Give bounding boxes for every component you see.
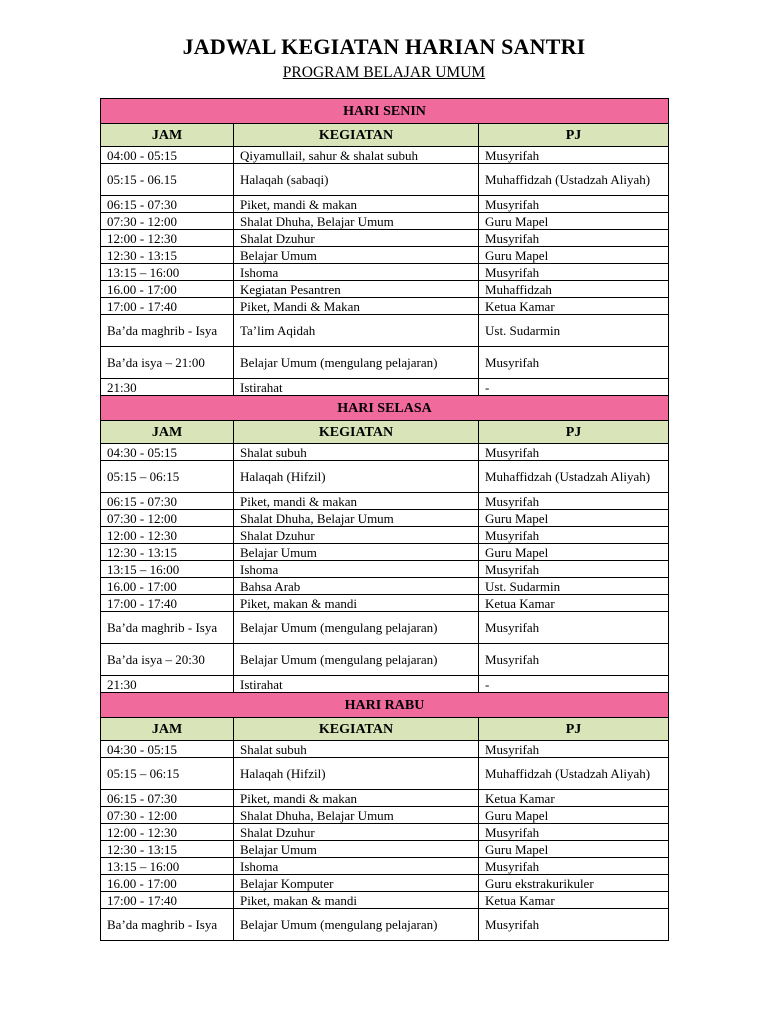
cell-kegiatan: Ishoma [234, 561, 479, 578]
day-header-row [101, 99, 669, 124]
cell-pj: Musyrifah [479, 147, 669, 164]
table-row [101, 807, 669, 824]
cell-kegiatan: Qiyamullail, sahur & shalat subuh [234, 147, 479, 164]
cell-pj: Musyrifah [479, 561, 669, 578]
cell-jam: 12:30 - 13:15 [101, 841, 234, 858]
cell-kegiatan: Halaqah (Hifzil) [234, 758, 479, 790]
cell-jam: 12:30 - 13:15 [101, 247, 234, 264]
cell-pj: Musyrifah [479, 347, 669, 379]
cell-jam: 06:15 - 07:30 [101, 196, 234, 213]
cell-jam: 13:15 – 16:00 [101, 264, 234, 281]
table-row [101, 347, 669, 379]
table-row [101, 164, 669, 196]
cell-jam: 21:30 [101, 379, 234, 396]
cell-kegiatan: Shalat subuh [234, 741, 479, 758]
cell-pj: Muhaffidzah (Ustadzah Aliyah) [479, 461, 669, 493]
table-row [101, 676, 669, 693]
cell-jam: 05:15 – 06:15 [101, 461, 234, 493]
table-row [101, 264, 669, 281]
cell-kegiatan: Shalat Dzuhur [234, 527, 479, 544]
cell-jam: 13:15 – 16:00 [101, 561, 234, 578]
cell-jam: 16.00 - 17:00 [101, 578, 234, 595]
cell-jam: 07:30 - 12:00 [101, 510, 234, 527]
table-row [101, 909, 669, 941]
cell-jam: 12:00 - 12:30 [101, 230, 234, 247]
day-title: HARI RABU [101, 693, 669, 718]
cell-kegiatan: Istirahat [234, 379, 479, 396]
column-header-pj: PJ [479, 718, 669, 741]
cell-pj: Ketua Kamar [479, 298, 669, 315]
cell-kegiatan: Shalat Dhuha, Belajar Umum [234, 510, 479, 527]
column-header-pj: PJ [479, 124, 669, 147]
cell-kegiatan: Shalat Dzuhur [234, 824, 479, 841]
cell-kegiatan: Bahsa Arab [234, 578, 479, 595]
cell-kegiatan: Halaqah (sabaqi) [234, 164, 479, 196]
cell-jam: 04:30 - 05:15 [101, 444, 234, 461]
column-header-kegiatan: KEGIATAN [234, 718, 479, 741]
cell-pj: Musyrifah [479, 264, 669, 281]
cell-jam: 05:15 - 06.15 [101, 164, 234, 196]
cell-kegiatan: Shalat Dhuha, Belajar Umum [234, 807, 479, 824]
table-row [101, 461, 669, 493]
column-header-jam: JAM [101, 124, 234, 147]
table-row [101, 281, 669, 298]
cell-kegiatan: Belajar Umum [234, 841, 479, 858]
cell-kegiatan: Piket, mandi & makan [234, 790, 479, 807]
cell-pj: Musyrifah [479, 444, 669, 461]
cell-pj: Guru Mapel [479, 841, 669, 858]
cell-jam: 04:00 - 05:15 [101, 147, 234, 164]
table-row [101, 230, 669, 247]
table-row [101, 527, 669, 544]
cell-kegiatan: Belajar Umum (mengulang pelajaran) [234, 909, 479, 941]
cell-pj: Muhaffidzah [479, 281, 669, 298]
table-row [101, 493, 669, 510]
table-row [101, 379, 669, 396]
cell-kegiatan: Kegiatan Pesantren [234, 281, 479, 298]
column-header-row [101, 421, 669, 444]
day-title: HARI SENIN [101, 99, 669, 124]
table-row [101, 875, 669, 892]
cell-pj: Guru Mapel [479, 247, 669, 264]
table-row [101, 741, 669, 758]
table-row [101, 196, 669, 213]
table-row [101, 544, 669, 561]
cell-kegiatan: Shalat subuh [234, 444, 479, 461]
table-row [101, 790, 669, 807]
cell-pj: Ketua Kamar [479, 790, 669, 807]
column-header-pj: PJ [479, 421, 669, 444]
cell-jam: Ba’da maghrib - Isya [101, 612, 234, 644]
cell-kegiatan: Piket, makan & mandi [234, 892, 479, 909]
cell-jam: 04:30 - 05:15 [101, 741, 234, 758]
column-header-jam: JAM [101, 718, 234, 741]
cell-kegiatan: Ishoma [234, 858, 479, 875]
cell-pj: Guru Mapel [479, 807, 669, 824]
cell-pj: Ust. Sudarmin [479, 315, 669, 347]
cell-kegiatan: Shalat Dzuhur [234, 230, 479, 247]
cell-jam: 07:30 - 12:00 [101, 807, 234, 824]
cell-pj: Musyrifah [479, 909, 669, 941]
cell-jam: 13:15 – 16:00 [101, 858, 234, 875]
table-row [101, 298, 669, 315]
cell-pj: Ketua Kamar [479, 595, 669, 612]
cell-kegiatan: Ta’lim Aqidah [234, 315, 479, 347]
cell-pj: Muhaffidzah (Ustadzah Aliyah) [479, 758, 669, 790]
table-row [101, 612, 669, 644]
cell-jam: 12:30 - 13:15 [101, 544, 234, 561]
cell-jam: 12:00 - 12:30 [101, 824, 234, 841]
cell-kegiatan: Piket, Mandi & Makan [234, 298, 479, 315]
cell-pj: Musyrifah [479, 644, 669, 676]
cell-jam: 17:00 - 17:40 [101, 298, 234, 315]
cell-pj: Ust. Sudarmin [479, 578, 669, 595]
cell-jam: Ba’da isya – 21:00 [101, 347, 234, 379]
table-row [101, 595, 669, 612]
day-title: HARI SELASA [101, 396, 669, 421]
table-row [101, 758, 669, 790]
cell-jam: 12:00 - 12:30 [101, 527, 234, 544]
column-header-kegiatan: KEGIATAN [234, 421, 479, 444]
table-row [101, 147, 669, 164]
cell-jam: 17:00 - 17:40 [101, 892, 234, 909]
cell-pj: Musyrifah [479, 824, 669, 841]
cell-jam: 21:30 [101, 676, 234, 693]
cell-pj: Musyrifah [479, 196, 669, 213]
cell-jam: 17:00 - 17:40 [101, 595, 234, 612]
column-header-row [101, 718, 669, 741]
table-row [101, 892, 669, 909]
table-row [101, 561, 669, 578]
cell-pj: Guru Mapel [479, 213, 669, 230]
cell-kegiatan: Piket, mandi & makan [234, 493, 479, 510]
cell-kegiatan: Shalat Dhuha, Belajar Umum [234, 213, 479, 230]
cell-jam: 16.00 - 17:00 [101, 281, 234, 298]
cell-jam: 07:30 - 12:00 [101, 213, 234, 230]
table-row [101, 247, 669, 264]
table-row [101, 444, 669, 461]
cell-kegiatan: Ishoma [234, 264, 479, 281]
cell-jam: 16.00 - 17:00 [101, 875, 234, 892]
table-row [101, 824, 669, 841]
cell-kegiatan: Piket, mandi & makan [234, 196, 479, 213]
table-row [101, 644, 669, 676]
cell-jam: 05:15 – 06:15 [101, 758, 234, 790]
column-header-row [101, 124, 669, 147]
column-header-jam: JAM [101, 421, 234, 444]
table-row [101, 510, 669, 527]
cell-kegiatan: Piket, makan & mandi [234, 595, 479, 612]
cell-kegiatan: Belajar Umum [234, 544, 479, 561]
day-header-row [101, 396, 669, 421]
cell-kegiatan: Belajar Umum (mengulang pelajaran) [234, 347, 479, 379]
cell-pj: Guru Mapel [479, 510, 669, 527]
cell-jam: Ba’da isya – 20:30 [101, 644, 234, 676]
cell-pj: Ketua Kamar [479, 892, 669, 909]
table-row [101, 858, 669, 875]
cell-jam: Ba’da maghrib - Isya [101, 909, 234, 941]
cell-pj: Musyrifah [479, 230, 669, 247]
day-header-row [101, 693, 669, 718]
cell-pj: Guru ekstrakurikuler [479, 875, 669, 892]
table-row [101, 841, 669, 858]
page-subtitle: PROGRAM BELAJAR UMUM [282, 64, 486, 81]
cell-kegiatan: Belajar Umum [234, 247, 479, 264]
schedule-table [100, 98, 669, 941]
cell-jam: 06:15 - 07:30 [101, 790, 234, 807]
cell-pj: Muhaffidzah (Ustadzah Aliyah) [479, 164, 669, 196]
cell-pj: - [479, 676, 669, 693]
cell-pj: Musyrifah [479, 612, 669, 644]
cell-pj: Guru Mapel [479, 544, 669, 561]
cell-kegiatan: Istirahat [234, 676, 479, 693]
cell-kegiatan: Belajar Komputer [234, 875, 479, 892]
column-header-kegiatan: KEGIATAN [234, 124, 479, 147]
cell-pj: Musyrifah [479, 493, 669, 510]
table-row [101, 315, 669, 347]
cell-kegiatan: Halaqah (Hifzil) [234, 461, 479, 493]
cell-pj: Musyrifah [479, 858, 669, 875]
cell-kegiatan: Belajar Umum (mengulang pelajaran) [234, 612, 479, 644]
table-row [101, 578, 669, 595]
cell-kegiatan: Belajar Umum (mengulang pelajaran) [234, 644, 479, 676]
table-row [101, 213, 669, 230]
cell-jam: Ba’da maghrib - Isya [101, 315, 234, 347]
cell-pj: Musyrifah [479, 741, 669, 758]
cell-jam: 06:15 - 07:30 [101, 493, 234, 510]
page-title: JADWAL KEGIATAN HARIAN SANTRI [182, 34, 586, 59]
cell-pj: - [479, 379, 669, 396]
cell-pj: Musyrifah [479, 527, 669, 544]
